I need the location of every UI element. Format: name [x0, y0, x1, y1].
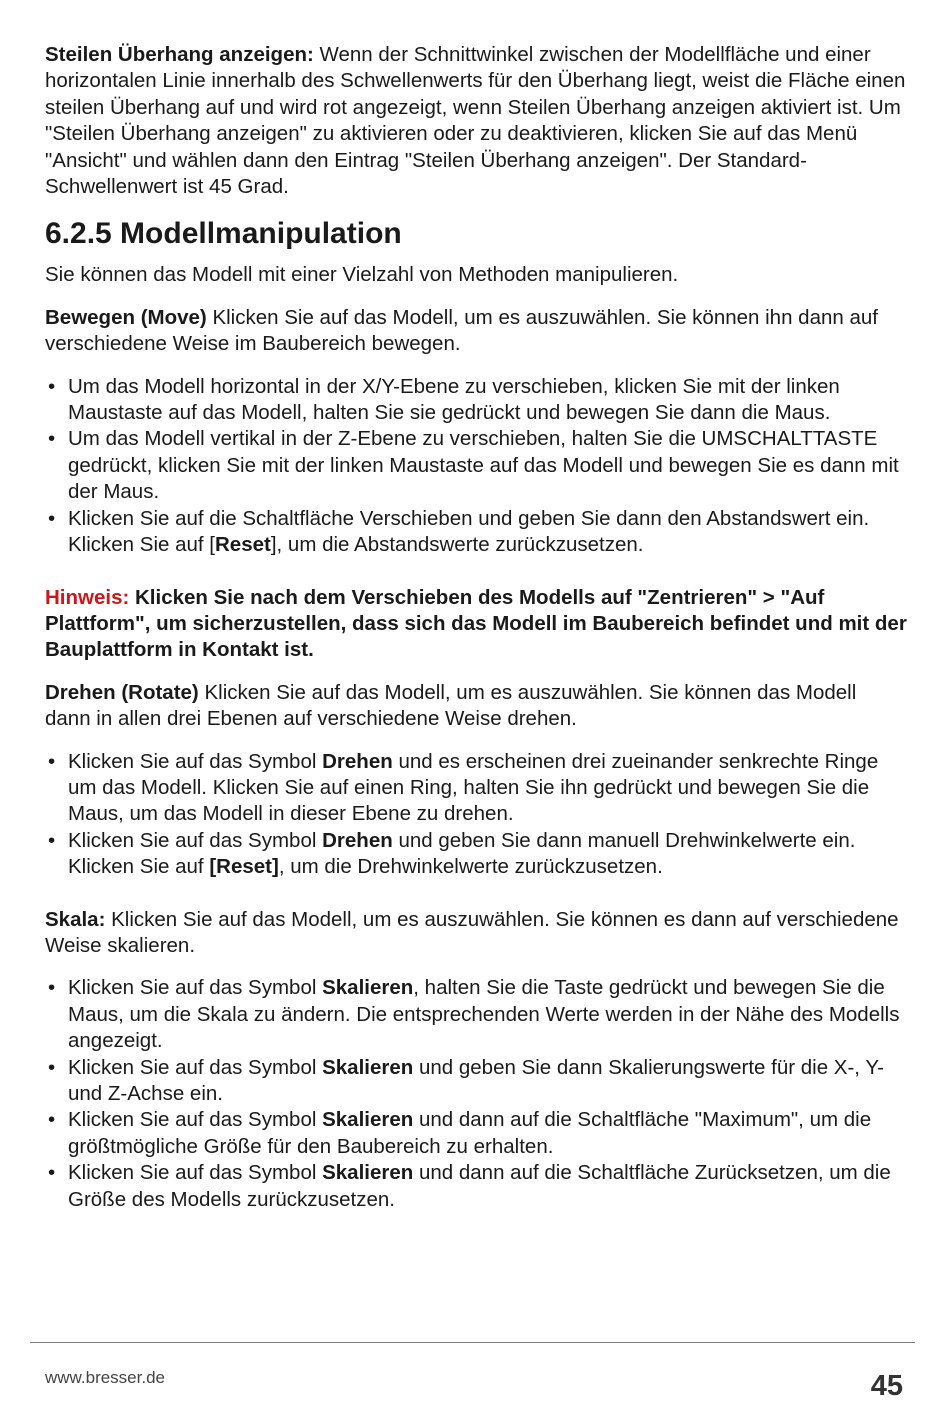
list-item: • Um das Modell vertikal in der Z-Ebene zu verschieben, halten Sie die UMSCHALTTASTE gedrückt, klicken Sie mit der linken Maustaste auf das Modell und bewegen Sie es dann mit der Maus.	[48, 427, 899, 504]
list-item: • Klicken Sie auf das Symbol Drehen und es erscheinen drei zueinander senkrechte Ringe um das Modell. Klicken Sie auf einen Ring, halten Sie ihn gedrückt und bewegen Sie die Maus, um das Modell in dieser Ebene zu drehen.	[48, 749, 879, 826]
scale-term: Skala:	[45, 907, 106, 931]
list-item: • Klicken Sie auf das Symbol Skalieren und geben Sie dann Skalierungswerte für die X-, Y- und Z-Achse ein.	[48, 1055, 884, 1105]
note-label: Hinweis:	[45, 585, 130, 609]
document-body	[45, 42, 907, 1239]
list-item: • Klicken Sie auf das Symbol Skalieren und dann auf die Schaltfläche "Maximum", um die größtmögliche Größe für den Baubereich zu erhalten.	[48, 1108, 872, 1158]
list-item: • Klicken Sie auf das Symbol Drehen und geben Sie dann manuell Drehwinkelwerte ein. Klicken Sie auf [Reset], um die Drehwinkelwerte zurückzusetzen.	[48, 828, 856, 879]
bullet-icon: •	[48, 427, 56, 451]
overhang-text: Wenn der Schnittwinkel zwischen der Modellfläche und einer horizontalen Linie innerhalb des Schwellenwerts für den Überhang liegt, weist die Fläche einen steilen Überhang auf und wird rot angezeigt, wenn Steilen Überhang anzeigen aktiviert ist. Um "Steilen Überhang anzeigen" zu aktivieren oder zu deaktivieren, klicken Sie auf das Menü "Ansicht" und wählen dann den Eintrag "Steilen Überhang anzeigen". Der Standard-Schwellenwert ist 45 Grad.	[45, 43, 906, 199]
note-paragraph	[45, 585, 907, 664]
list-item: • Klicken Sie auf das Symbol Skalieren, halten Sie die Taste gedrückt und bewegen Sie die Maus, um die Skala zu ändern. Die entsprechenden Werte werden in der Nähe des Modells angezeigt.	[48, 976, 900, 1053]
footer-divider	[30, 1342, 915, 1343]
list-item: • Klicken Sie auf das Symbol Skalieren und dann auf die Schaltfläche Zurücksetzen, um die Größe des Modells zurückzusetzen.	[48, 1161, 891, 1211]
overhang-term: Steilen Überhang anzeigen:	[45, 43, 314, 66]
rotate-text: Klicken Sie auf das Modell, um es auszuwählen. Sie können das Modell dann in allen drei Ebenen auf verschiedene Weise drehen.	[45, 680, 857, 731]
move-text: Klicken Sie auf das Modell, um es auszuwählen. Sie können ihn dann auf verschiedene Weise im Baubereich bewegen.	[45, 305, 878, 356]
move-paragraph	[45, 305, 907, 358]
note-text: Klicken Sie nach dem Verschieben des Modells auf "Zentrieren" > "Auf Plattform", um sicherzustellen, dass sich das Modell im Baubereich befindet und mit der Bauplattform in Kontakt ist.	[45, 585, 907, 662]
bullet-icon: •	[48, 1161, 56, 1185]
scale-paragraph	[45, 907, 907, 960]
bullet-icon: •	[48, 506, 56, 530]
bullet-icon: •	[48, 374, 56, 398]
footer-website: www.bresser.de	[45, 1368, 165, 1387]
bullet-icon: •	[48, 828, 56, 852]
scale-list	[45, 975, 907, 1213]
section-intro: Sie können das Modell mit einer Vielzahl von Methoden manipulieren.	[45, 263, 679, 287]
bullet-icon: •	[48, 976, 56, 1000]
bullet-icon: •	[48, 1055, 56, 1079]
rotate-list	[45, 749, 907, 881]
rotate-paragraph	[45, 680, 907, 733]
overhang-paragraph	[45, 42, 907, 200]
list-item: • Klicken Sie auf die Schaltfläche Verschieben und geben Sie dann den Abstandswert ein. Klicken Sie auf [Reset], um die Abstandswerte zurückzusetzen.	[48, 506, 870, 557]
bullet-icon: •	[48, 749, 56, 773]
section-heading: 6.2.5 Modellmanipulation	[45, 217, 402, 251]
rotate-term: Drehen (Rotate)	[45, 680, 199, 704]
scale-text: Klicken Sie auf das Modell, um es auszuwählen. Sie können es dann auf verschiedene Weise skalieren.	[45, 907, 899, 957]
list-item: • Um das Modell horizontal in der X/Y-Ebene zu verschieben, klicken Sie mit der linken Maustaste auf das Modell, halten Sie sie gedrückt und bewegen Sie dann die Maus.	[48, 374, 840, 425]
bullet-icon: •	[48, 1108, 56, 1132]
page-number: 45	[870, 1370, 903, 1402]
move-list	[45, 374, 907, 559]
move-term: Bewegen (Move)	[45, 305, 207, 329]
